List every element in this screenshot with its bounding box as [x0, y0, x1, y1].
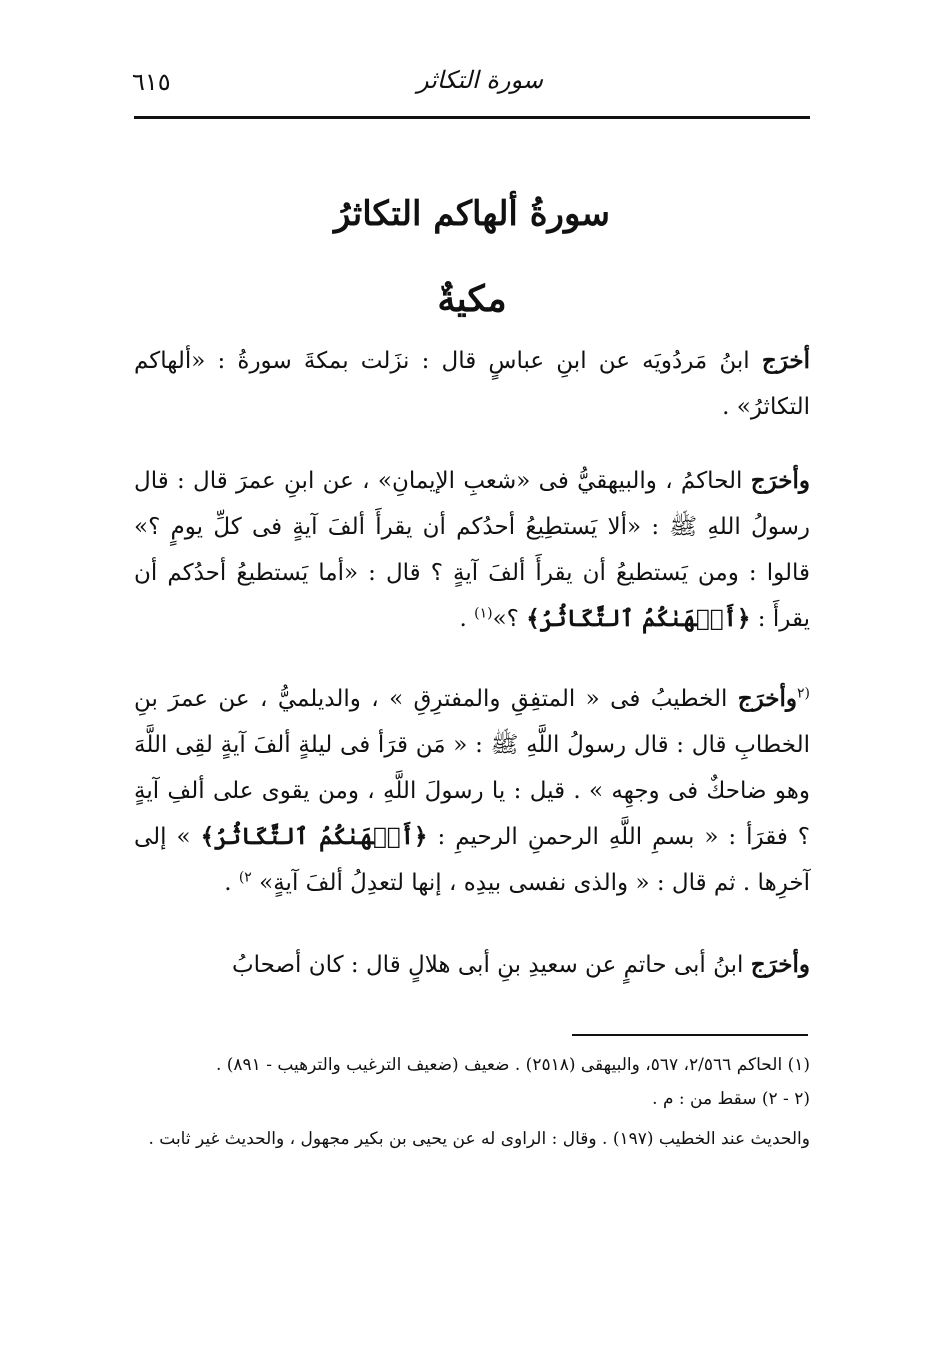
paragraph-1: [134, 338, 810, 430]
paragraph-text: ؟»: [492, 606, 527, 632]
paragraph-2: [134, 458, 810, 642]
paragraph-end: .: [224, 870, 239, 896]
paragraph-text: الحاكمُ ، والبيهقيُّ فى «شعبِ الإيمانِ» ، عن ابنِ عمرَ قال : قال رسولُ اللهِ ﷺ : «ألا يَستطِيعُ أحدُكم أن يقرأَ ألفَ آيةٍ فى كلِّ يومٍ ؟» قالوا : ومن يَستطيعُ أن يقرأَ ألفَ آيةٍ ؟ قال : «أما يَستطيعُ أحدُكم أن يقرأَ :: [134, 468, 810, 632]
footnote-marker: (٢: [797, 685, 810, 702]
paragraph-lead: وأخرَج: [750, 467, 810, 494]
paragraph-text: الخطيبُ فى « المتفِقِ والمفترِقِ » ، والديلميُّ ، عن عمرَ بنِ الخطابِ قال : قال رسولُ اللَّهِ ﷺ : « مَن قرَأ فى ليلةٍ ألفَ آيةٍ لقِى اللَّهَ وهو ضاحكٌ فى وجهِه » . قيل : يا رسولَ اللَّهِ ، ومن يقوى على ألفِ آيةٍ ؟ فقرَأ : « بسمِ اللَّهِ الرحمنِ الرحيمِ :: [134, 686, 810, 850]
footnotes: [134, 1048, 810, 1156]
paragraph-lead: أخرَج: [761, 347, 810, 374]
footnote-marker: ٢): [238, 869, 252, 886]
running-title: سورة التكاثر: [416, 66, 543, 94]
paragraph-text: ابنُ مَردُويَه عن ابنِ عباسٍ قال : نزَلت بمكةَ سورةُ : «ألهاكم التكاثرُ» .: [134, 348, 810, 420]
quran-verse: ﴿أَلۡهَىٰكُمُ ٱلتَّكَاثُرُ﴾: [526, 605, 751, 632]
quran-verse: ﴿أَلۡهَىٰكُمُ ٱلتَّكَاثُرُ﴾: [200, 823, 428, 850]
paragraph-lead: وأخرَج: [737, 685, 797, 712]
paragraph-text: ابنُ أبى حاتمٍ عن سعيدِ بنِ أبى هلالٍ قال : كان أصحابُ: [232, 952, 751, 978]
surah-title: سورةُ ألهاكم التكاثرُ: [333, 194, 611, 234]
footnote-2-continued: والحديث عند الخطيب (١٩٧) . وقال : الراوى له عن يحيى بن بكير مجهول ، والحديث غير ثابت .: [148, 1129, 810, 1149]
paragraph-lead: وأخرَج: [750, 951, 810, 978]
paragraph-3: [134, 676, 810, 906]
paragraph-text: » إلى آخرِها . ثم قال : « والذى نفسى بيدِه ، إنها لتعدِلُ ألفَ آيةٍ»: [134, 824, 810, 896]
paragraph-4: [134, 942, 810, 988]
page-number: ٦١٥: [132, 68, 171, 96]
surah-type: مكيةٌ: [437, 278, 507, 320]
footnote-1: (١) الحاكم ٢/٥٦٦، ٥٦٧، والبيهقى (٢٥١٨) . ضعيف (ضعيف الترغيب والترهيب - ٨٩١) .: [215, 1055, 810, 1075]
footnote-rule: [572, 1034, 808, 1036]
footnote-marker: (١): [474, 605, 493, 622]
footnote-2: (٢ - ٢) سقط من : م .: [652, 1089, 810, 1109]
header-rule: [134, 116, 810, 119]
paragraph-end: .: [459, 606, 475, 632]
